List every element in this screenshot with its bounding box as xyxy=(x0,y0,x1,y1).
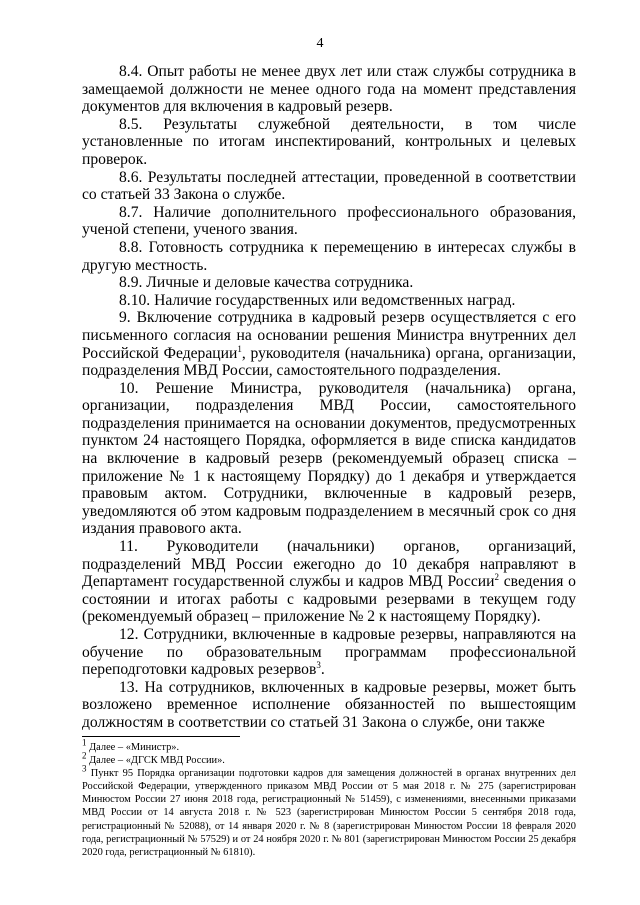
footnote-divider xyxy=(82,736,240,737)
paragraph-8-10: 8.10. Наличие государственных или ведомственных наград. xyxy=(119,291,516,309)
paragraph-text: сведения о состоянии и итогах работы с кадровыми резервами в текущем году (рекомендуемый образец – приложение № 2 к настоящему Порядку). xyxy=(82,573,576,626)
footnote-mark: 2 xyxy=(82,750,87,761)
footnote-text: Далее – «Министр». xyxy=(86,742,180,753)
footnote-1 xyxy=(82,737,576,754)
paragraph-8-7: 8.7. Наличие дополнительного профессионального образования, ученой степени, ученого звания. xyxy=(82,203,576,239)
paragraph-11 xyxy=(82,538,576,626)
footnote-mark: 1 xyxy=(82,737,87,748)
paragraph-text: 12. Сотрудники, включенные в кадровые резервы, направляются на обучение по образовательным программам профессиональной переподготовки кадровых резервов xyxy=(82,626,576,679)
paragraph-10: 10. Решение Министра, руководителя (начальника) органа, организации, подразделения МВД России, самостоятельного подразделения принимается на основании документов, предусмотренных пунктом 24 настоящего Порядка, оформляется в виде списка кандидатов на включение в кадровый резерв (рекомендуемый образец списка – приложение № 1 к настоящему Порядку) до 1 декабря и утверждается правовым актом. Сотрудники, включенные в кадровый резерв, уведомляются об этом кадровым подразделением в месячный срок со дня издания правового акта. xyxy=(82,379,576,538)
page-number: 4 xyxy=(316,36,324,51)
paragraph-text: , руководителя (начальника) органа, организации, подразделения МВД России, самостоятельного подразделения. xyxy=(82,344,576,380)
paragraph-9 xyxy=(82,309,576,379)
paragraph-13: 13. На сотрудников, включенных в кадровые резервы, может быть возложено временное исполнение обязанностей по вышестоящим должностям в соответствии со статьей 31 Закона о службе, они также xyxy=(82,678,576,731)
paragraph-8-6: 8.6. Результаты последней аттестации, проведенной в соответствии со статьей 33 Закона о службе. xyxy=(82,168,576,204)
paragraph-8-9: 8.9. Личные и деловые качества сотрудника. xyxy=(119,274,414,292)
footnote-reference: 1 xyxy=(237,343,242,354)
footnote-3 xyxy=(82,763,576,859)
document-body xyxy=(82,63,576,732)
paragraph-8-8: 8.8. Готовность сотрудника к перемещению в интересах службы в другую местность. xyxy=(82,238,576,274)
footnote-reference: 2 xyxy=(494,572,499,583)
paragraph-text: 9. Включение сотрудника в кадровый резерв осуществляется с его письменного согласия на основании решения Министра внутренних дел Российской Федерации xyxy=(82,309,576,362)
footnote-2 xyxy=(82,750,576,767)
footnote-reference: 3 xyxy=(316,660,321,670)
paragraph-text: . xyxy=(320,661,325,679)
paragraph-12 xyxy=(82,626,576,679)
paragraph-text: 11. Руководители (начальники) органов, организаций, подразделений МВД России ежегодно до 10 декабря направляют в Департамент государственной службы и кадров МВД России xyxy=(82,538,576,591)
footnotes xyxy=(82,737,576,859)
footnote-text: Далее – «ДГСК МВД России». xyxy=(86,755,225,767)
footnote-mark: 3 xyxy=(82,763,87,774)
paragraph-8-5: 8.5. Результаты служебной деятельности, в том числе установленные по итогам инспектирований, контрольных и целевых проверок. xyxy=(82,115,576,168)
paragraph-8-4: 8.4. Опыт работы не менее двух лет или стаж службы сотрудника в замещаемой должности не менее одного года на момент представления документов для включения в кадровый резерв. xyxy=(82,63,576,116)
footnote-text: Пункт 95 Порядка организации подготовки кадров для замещения должностей в органах внутренних дел Российской Федерации, утвержденного приказом МВД России от 5 мая 2018 г. № 275 (зарегистрирован Минюстом России 27 июня 2018 года, регистрационный № 51459), с изменениями, внесенными приказами МВД России от 14 августа 2018 г. № 523 (зарегистрирован Минюстом России 5 сентября 2018 года, регистрационный № 52088), от 14 января 2020 г. № 8 (зарегистрирован Минюстом России 18 февраля 2020 года, регистрационный № 57529) и от 24 ноября 2020 г. № 801 (зарегистрирован Минюстом России 25 декабря 2020 года, регистрационный № 61810). xyxy=(82,768,576,858)
